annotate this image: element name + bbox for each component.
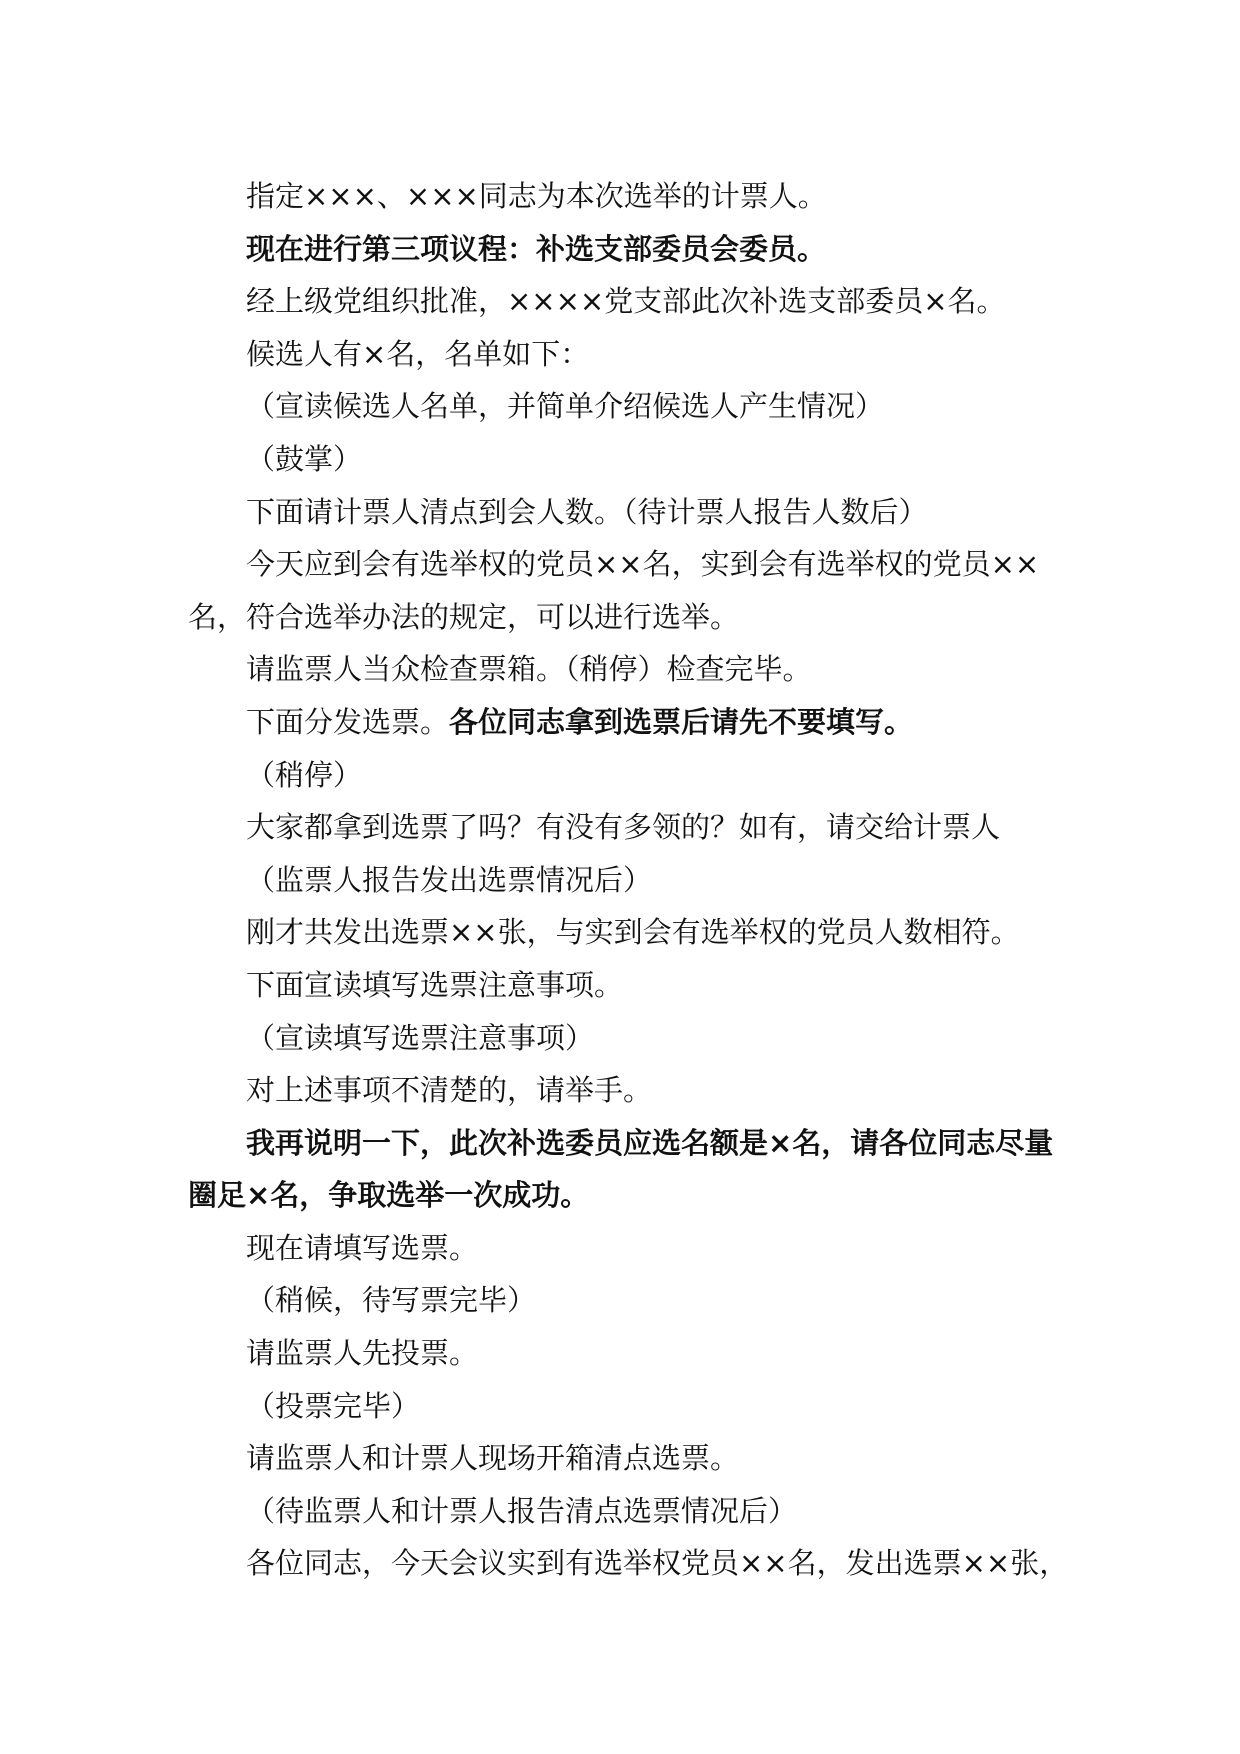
distribute-instruction: 各位同志拿到选票后请先不要填写。 (449, 704, 914, 739)
paragraph-supervisors-vote: 请监票人先投票。 (246, 1336, 479, 1371)
stage-direction-read-list: （宣读候选人名单，并简单介绍候选人产生情况） (246, 389, 885, 424)
stage-direction-pause: （稍停） (246, 757, 363, 792)
stage-direction-wait: （稍候，待写票完毕） (246, 1283, 537, 1318)
paragraph-approval: 经上级党组织批准，××××党支部此次补选支部委员×名。 (246, 284, 1006, 319)
stage-direction-applause: （鼓掌） (246, 441, 363, 476)
distribute-text: 下面分发选票。 (246, 704, 450, 739)
stage-direction-voting-done: （投票完毕） (246, 1388, 421, 1423)
stage-direction-count-report: （待监票人和计票人报告清点选票情况后） (246, 1493, 798, 1528)
paragraph-attendance-line1: 今天应到会有选举权的党员××名，实到会有选举权的党员×× (246, 547, 1040, 582)
paragraph-ballots-issued: 刚才共发出选票××张，与实到会有选举权的党员人数相符。 (246, 915, 1020, 950)
paragraph-raise-hand: 对上述事项不清楚的，请举手。 (246, 1073, 653, 1108)
paragraph-attendance-line2: 名，符合选举办法的规定，可以进行选举。 (188, 599, 740, 634)
paragraph-headcount: 下面请计票人清点到会人数。（待计票人报告人数后） (246, 494, 928, 529)
paragraph-distribute (188, 696, 1068, 749)
paragraph-question: 大家都拿到选票了吗？有没有多领的？如有，请交给计票人 (246, 810, 1001, 845)
agenda-item-three: 现在进行第三项议程：补选支部委员会委员。 (246, 231, 827, 266)
paragraph-result-intro: 各位同志，今天会议实到有选举权党员××名，发出选票××张， (246, 1546, 1069, 1581)
paragraph-check-box: 请监票人当众检查票箱。（稍停）检查完毕。 (246, 652, 812, 687)
stage-direction-read-notes: （宣读填写选票注意事项） (246, 1020, 595, 1055)
paragraph-quota-line1: 我再说明一下，此次补选委员应选名额是×名，请各位同志尽量 (246, 1125, 1054, 1160)
paragraph-tellers: 指定×××、×××同志为本次选举的计票人。 (246, 179, 827, 213)
paragraph-read-notes: 下面宣读填写选票注意事项。 (246, 967, 624, 1002)
stage-direction-report: （监票人报告发出选票情况后） (246, 862, 653, 897)
document-body (188, 170, 1068, 1590)
paragraph-fill-ballot: 现在请填写选票。 (246, 1230, 479, 1265)
paragraph-open-box: 请监票人和计票人现场开箱清点选票。 (246, 1441, 740, 1476)
paragraph-quota-line2: 圈足×名，争取选举一次成功。 (188, 1178, 590, 1213)
paragraph-candidates: 候选人有×名，名单如下： (246, 336, 590, 371)
